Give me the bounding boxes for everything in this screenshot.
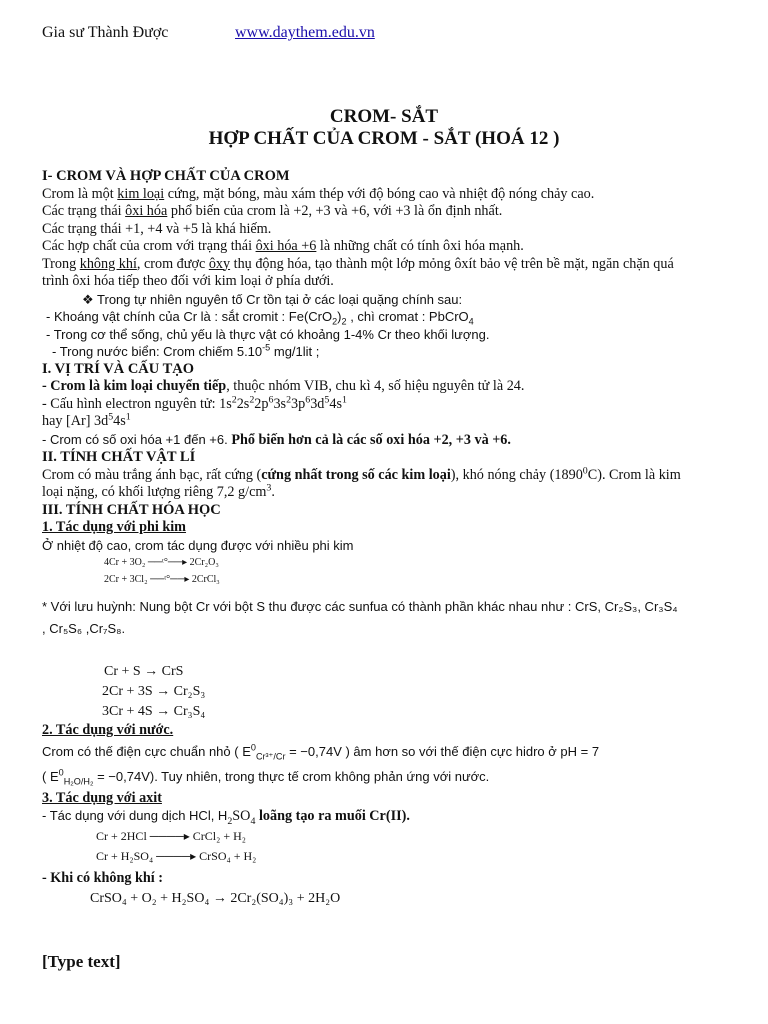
paragraph-line: Ở nhiệt độ cao, crom tác dụng được với nhiều phi kim (42, 537, 354, 553)
section-heading-vat-li: II. TÍNH CHẤT VẬT LÍ (42, 449, 196, 465)
section-heading-crom: I- CROM VÀ HỢP CHẤT CỦA CROM (42, 168, 290, 184)
subsection-heading-axit: 3. Tác dụng với axit (42, 789, 162, 806)
bullet-item: ❖ Trong tự nhiên nguyên tố Cr tồn tại ở các loại quặng chính sau: (82, 291, 463, 307)
reaction-equation: 2Cr + 3S → Cr₂S₃ (102, 684, 206, 699)
paragraph-line: hay [Ar] $3d^54s^1$ (42, 411, 131, 429)
link-oxi-hoa[interactable]: ôxi hóa (125, 203, 168, 219)
paragraph-line: trình ôxi hóa tiếp theo đối với kim loại ở phía dưới. (42, 273, 334, 289)
header-website-link[interactable]: www.daythem.edu.vn (235, 24, 375, 41)
paragraph-line: - Cấu hình electron nguyên tử: $1s^22s^22p^63s^23p^63d^54s^1$ (42, 393, 347, 412)
link-kim-loai[interactable]: kim loại (117, 185, 165, 202)
paragraph-line: ( $E^0_{H_2O/H_2} = -0,74V$). Tuy nhiên, trong thực tế crom không phản ứng với nước. (42, 767, 490, 787)
link-khong-khi[interactable]: không khí (79, 255, 137, 272)
subsection-heading-phi-kim: 1. Tác dụng với phi kim (42, 519, 187, 535)
link-oxi-hoa-6[interactable]: ôxi hóa +6 (255, 238, 317, 254)
paragraph-line: Crom có màu trắng ánh bạc, rất cứng (cứng nhất trong số các kim loại), khó nóng chảy (1890$^0$C). Crom là kim (42, 464, 681, 483)
paragraph-line: Crom có thế điện cực chuẩn nhỏ ( $E^0_{Cr^{3+}/Cr} = -0,74V$ ) âm hơn so với thế điện cực hidro ở pH = 7 (42, 742, 600, 762)
document-body (42, 168, 742, 909)
paragraph-line: Trong không khí, crom được ôxy thụ động hóa, tạo thành một lớp mỏng ôxít bảo vệ trên bề mặt, ngăn chặn quá (42, 255, 674, 272)
note-paragraph: , Cr₅S₆ ,Cr₇S₈. (42, 621, 126, 636)
paragraph-line: Các trạng thái ôxi hóa phổ biến của crom là +2, +3 và +6, với +3 là ổn định nhất. (42, 203, 503, 219)
header-author: Gia sư Thành Được (42, 24, 169, 41)
paragraph-line: loại nặng, có khối lượng riêng 7,2 $g/cm^3$. (42, 482, 275, 500)
link-oxy[interactable]: ôxy (208, 255, 231, 272)
subsection-heading-nuoc: 2. Tác dụng với nước. (42, 722, 174, 738)
paragraph-line: Các trạng thái +1, +4 và +5 là khá hiếm. (42, 220, 272, 237)
section-heading-vi-tri: I. VỊ TRÍ VÀ CẤU TẠO (42, 360, 195, 377)
reaction-equation: 4Cr + 3O₂ ──ᵗ°──▸ 2Cr₂O₃ (104, 557, 219, 568)
reaction-equation: Cr + 2HCl ────▸ CrCl₂ + H₂ (96, 828, 246, 843)
paragraph-line: Các hợp chất của crom với trạng thái ôxi hóa +6 là những chất có tính ôxi hóa mạnh. (42, 238, 524, 254)
reaction-equation: CrSO₄ + O₂ + H₂SO₄ → 2Cr₂(SO₄)₃ + 2H₂O (90, 891, 341, 906)
paragraph-line: Crom là một kim loại cứng, mặt bóng, màu xám thép với độ bóng cao và nhiệt độ nóng chảy cao. (42, 185, 595, 202)
list-item: - Khoáng vật chính của Cr là : sắt cromit : $Fe(CrO_2)_2$ , chì cromat : PbCrO$_4$ (46, 309, 474, 327)
page-title: CROM- SẮT (329, 106, 439, 127)
spacer (42, 640, 742, 662)
section-heading-hoa-hoc: III. TÍNH CHẤT HÓA HỌC (42, 501, 221, 518)
paragraph-line: - Tác dụng với dung dịch HCl, $H_2SO_4$ loãng tạo ra muối Cr(II). (42, 808, 410, 827)
paragraph-line: - Khi có không khí : (42, 869, 164, 886)
note-paragraph: * Với lưu huỳnh: Nung bột Cr với bột S thu được các sunfua có thành phần khác nhau như : CrS, Cr₂S₃, Cr₃S₄ (42, 599, 678, 614)
reaction-equation: Cr + H₂SO₄ ────▸ CrSO₄ + H₂ (96, 848, 257, 863)
reaction-equation: 3Cr + 4S → Cr₃S₄ (102, 704, 206, 719)
reaction-equation: Cr + S → CrS (104, 664, 184, 679)
paragraph-line: - Crom là kim loại chuyển tiếp, thuộc nhóm VIB, chu kì 4, số hiệu nguyên tử là 24. (42, 378, 525, 394)
footer-placeholder: [Type text] (42, 952, 121, 971)
list-item: - Trong nước biển: Crom chiếm $5.10^{-5}$ mg/1lit ; (52, 342, 320, 359)
page-subtitle: HỢP CHẤT CỦA CROM - SẮT (HOÁ 12 ) (208, 128, 560, 149)
list-item: - Trong cơ thể sống, chủ yếu là thực vật có khoảng 1-4% Cr theo khối lượng. (46, 326, 490, 342)
reaction-equation: 2Cr + 3Cl₂ ──ᵗ°──▸ 2CrCl₃ (104, 574, 220, 585)
paragraph-line: - Crom có số oxi hóa +1 đến +6. Phổ biến hơn cả là các số oxi hóa +2, +3 và +6. (42, 431, 511, 448)
